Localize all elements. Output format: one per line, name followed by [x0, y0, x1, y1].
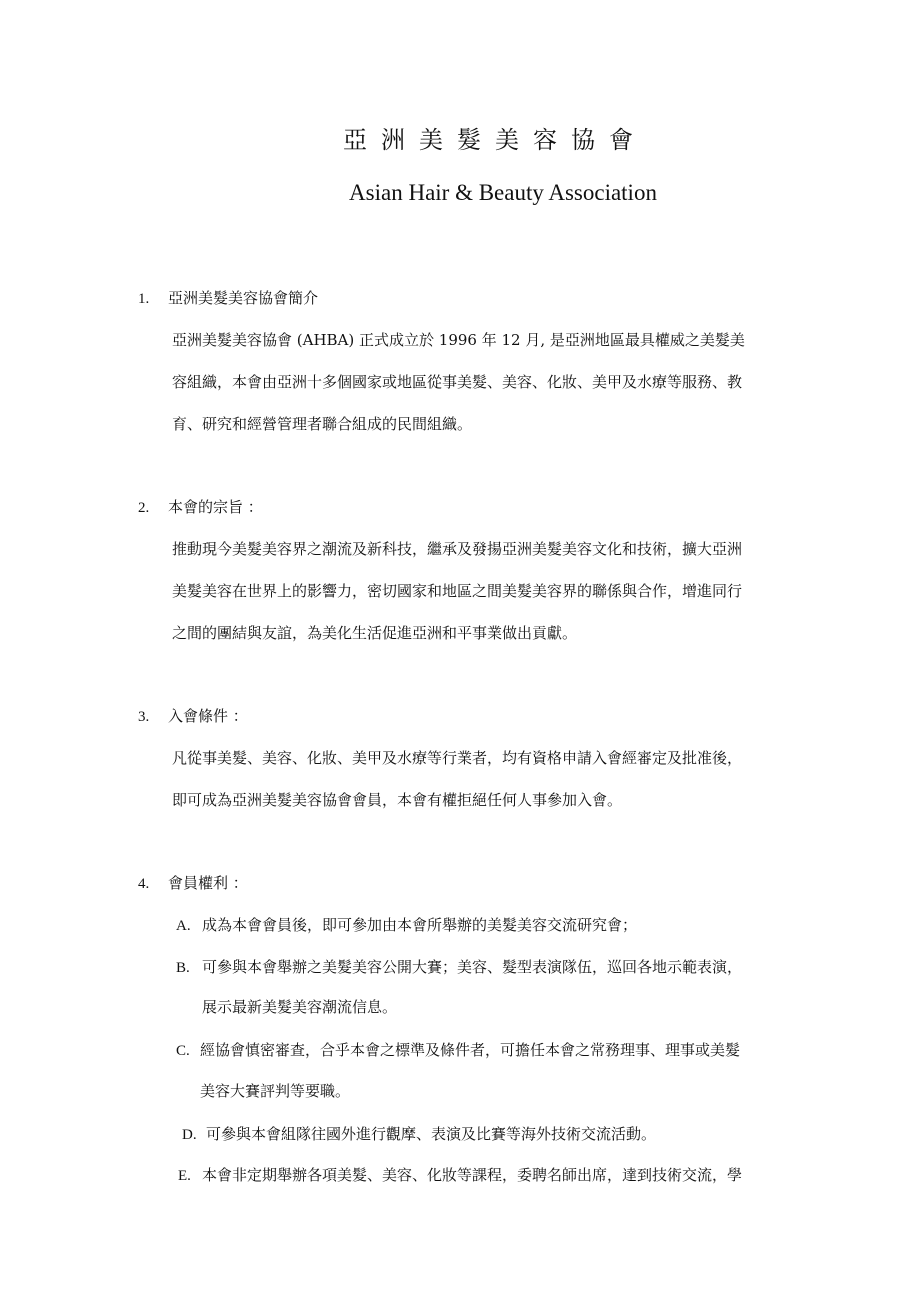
- section-3-line-2: 即可成為亞洲美髮美容協會會員，本會有權拒絕任何人事參加入會。: [172, 791, 623, 809]
- section-1-line-2: 容組織，本會由亞洲十多個國家或地區從事美髮、美容、化妝、美甲及水療等服務、教: [172, 373, 743, 391]
- item-letter: D.: [182, 1127, 197, 1143]
- rights-item-e: [178, 1165, 742, 1186]
- section-1-line-3: 育、研究和經營管理者聯合組成的民間組織。: [172, 415, 473, 433]
- section-title: 亞洲美髮美容協會簡介: [168, 289, 319, 307]
- section-1-heading: [138, 288, 318, 309]
- section-2-line-1: 推動現今美髮美容界之潮流及新科技，繼承及發揚亞洲美髮美容文化和技術，擴大亞洲: [172, 540, 743, 558]
- section-number: 3.: [138, 709, 150, 725]
- section-title: 會員權利 ：: [168, 874, 248, 892]
- section-3-line-1: 凡從事美髮、美容、化妝、美甲及水療等行業者，均有資格申請入會經審定及批准後，: [172, 749, 743, 767]
- rights-item-b-line-2: 展示最新美髮美容潮流信息。: [202, 998, 398, 1016]
- section-3-heading: [138, 706, 248, 727]
- section-2-line-3: 之間的團結與友誼，為美化生活促進亞洲和平事業做出貢獻。: [172, 624, 578, 642]
- item-text: 經協會慎密審查，合乎本會之標準及條件者，可擔任本會之常務理事、理事或美髮: [200, 1041, 741, 1059]
- section-4-heading: [138, 873, 248, 894]
- item-text: 本會非定期舉辦各項美髮、美容、化妝等課程，委聘名師出席，達到技術交流，學: [202, 1166, 743, 1184]
- rights-item-b: [176, 957, 742, 978]
- section-number: 2.: [138, 500, 150, 516]
- item-text: 可參與本會舉辦之美髮美容公開大賽；美容、髮型表演隊伍，巡回各地示範表演，: [202, 958, 743, 976]
- item-text: 可參與本會組隊往國外進行觀摩、表演及比賽等海外技術交流活動。: [206, 1125, 657, 1143]
- section-2-line-2: 美髮美容在世界上的影響力，密切國家和地區之間美髮美容界的聯係與合作，增進同行: [172, 582, 743, 600]
- item-letter: E.: [178, 1168, 191, 1184]
- title-chinese: 亞洲美髮美容協會: [343, 126, 647, 154]
- title-english: Asian Hair & Beauty Association: [349, 180, 657, 205]
- section-1-line-1: 亞洲美髮美容協會 (AHBA) 正式成立於 1996 年 12 月, 是亞洲地區最具權威之美髮美: [172, 331, 745, 349]
- section-number: 4.: [138, 876, 150, 892]
- section-2-heading: [138, 497, 263, 518]
- item-letter: B.: [176, 960, 190, 976]
- section-number: 1.: [138, 291, 150, 307]
- section-title: 入會條件 ：: [168, 707, 248, 725]
- rights-item-a: [176, 915, 637, 936]
- item-text: 成為本會會員後，即可參加由本會所舉辦的美髮美容交流研究會；: [202, 916, 638, 934]
- rights-item-d: [182, 1124, 656, 1145]
- section-title: 本會的宗旨 ：: [168, 498, 263, 516]
- item-letter: C.: [176, 1043, 190, 1059]
- item-letter: A.: [176, 918, 191, 934]
- rights-item-c: [176, 1040, 740, 1061]
- rights-item-c-line-2: 美容大賽評判等要職。: [200, 1082, 351, 1100]
